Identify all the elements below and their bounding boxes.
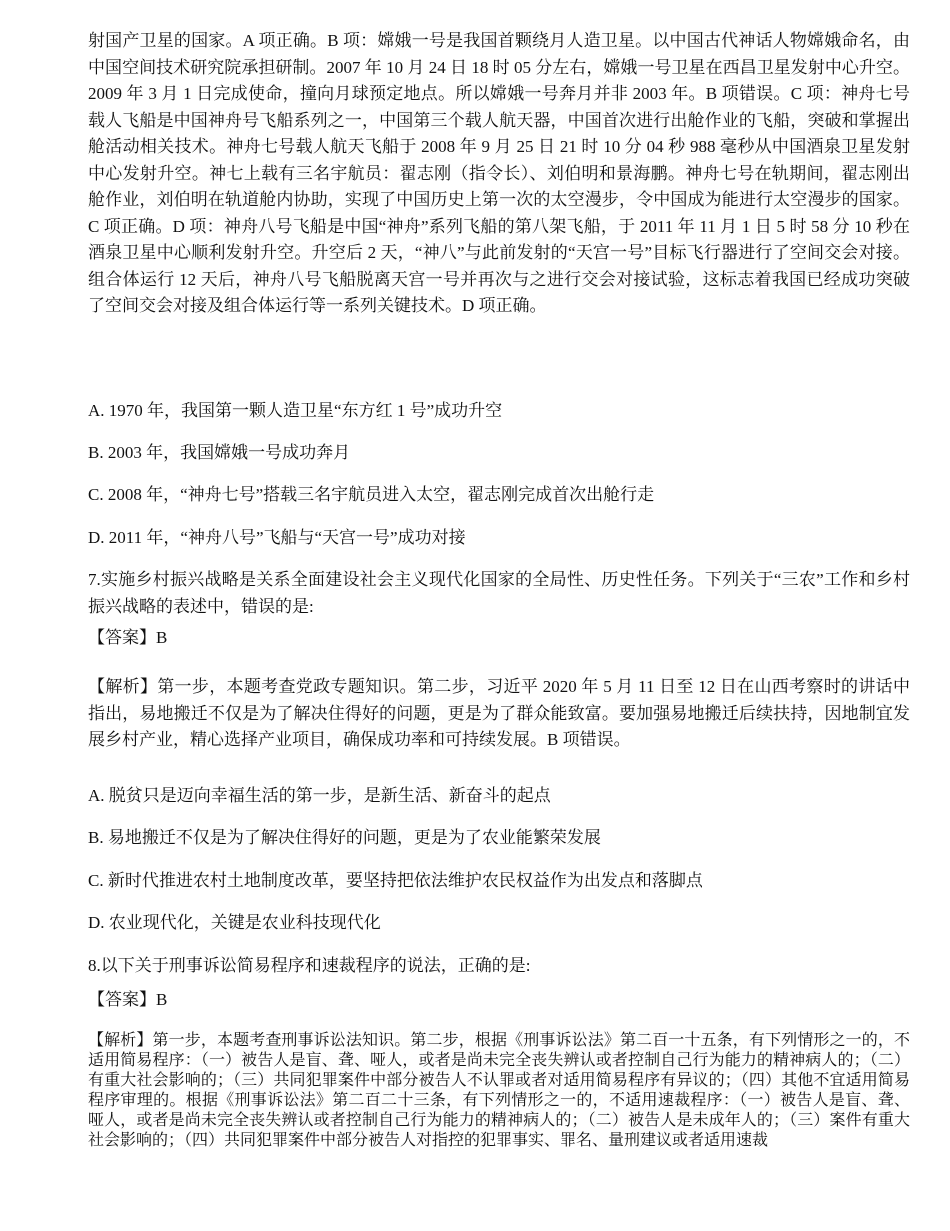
q7-analysis: 【解析】第一步，本题考查党政专题知识。第二步，习近平 2020 年 5 月 11 日至 12 日在山西考察时的讲话中指出，易地搬迁不仅是为了解决住得好的问题，更是为了群众能致富。要加强易地搬迁后续扶持，因地制宜发展乡村产业，精心选择产业项目，确保成功率和可持续发展。B 项错误。: [88, 677, 910, 749]
q6-analysis-continuation: 射国产卫星的国家。A 项正确。B 项：嫦娥一号是我国首颗绕月人造卫星。以中国古代神话人物嫦娥命名，由中国空间技术研究院承担研制。2007 年 10 月 24 日 18 时 05 分左右，嫦娥一号卫星在西昌卫星发射中心升空。2009 年 3 月 1 日完成使命，撞向月球预定地点。所以嫦娥一号奔月并非 2003 年。B 项错误。C 项：神舟七号载人飞船是中国神舟号飞船系列之一，中国第三个载人航天器，中国首次进行出舱作业的飞船，突破和掌握出舱活动相关技术。神舟七号载人航天飞船于 2008 年 9 月 25 日 21 时 10 分 04 秒 988 毫秒从中国酒泉卫星发射中心发射升空。神七上载有三名宇航员：翟志刚（指令长）、刘伯明和景海鹏。神舟七号在轨期间，翟志刚出舱作业，刘伯明在轨道舱内协助，实现了中国历史上第一次的太空漫步，令中国成为能进行太空漫步的国家。C 项正确。D 项：神舟八号飞船是中国“神舟”系列飞船的第八架飞船，于 2011 年 11 月 1 日 5 时 58 分 10 秒在酒泉卫星中心顺利发射升空。升空后 2 天，“神八”与此前发射的“天宫一号”目标飞行器进行了空间交会对接。组合体运行 12 天后，神舟八号飞船脱离天宫一号并再次与之进行交会对接试验，这标志着我国已经成功突破了空间交会对接及组合体运行等一系列关键技术。D 项正确。: [88, 31, 910, 315]
q7-option-a: A. 脱贫只是迈向幸福生活的第一步，是新生活、新奋斗的起点: [88, 786, 551, 805]
q6-option-d: D. 2011 年，“神舟八号”飞船与“天宫一号”成功对接: [88, 528, 466, 547]
q7-option-c: C. 新时代推进农村土地制度改革，要坚持把依法维护农民权益作为出发点和落脚点: [88, 871, 703, 890]
q6-option-c: C. 2008 年，“神舟七号”搭载三名宇航员进入太空，翟志刚完成首次出舱行走: [88, 485, 655, 504]
q6-option-b: B. 2003 年，我国嫦娥一号成功奔月: [88, 443, 351, 462]
q8-answer: 【答案】B: [88, 990, 168, 1009]
q6-option-a: A. 1970 年，我国第一颗人造卫星“东方红 1 号”成功升空: [88, 401, 503, 420]
q8-analysis: 【解析】第一步，本题考查刑事诉讼法知识。第二步，根据《刑事诉讼法》第二百一十五条，有下列情形之一的，不适用简易程序：（一）被告人是盲、聋、哑人，或者是尚未完全丧失辨认或者控制自己行为能力的精神病人的；（二）有重大社会影响的；（三）共同犯罪案件中部分被告人不认罪或者对适用简易程序有异议的；（四）其他不宜适用简易程序审理的。根据《刑事诉讼法》第二百二十三条，有下列情形之一的，不适用速裁程序：（一）被告人是盲、聋、哑人，或者是尚未完全丧失辨认或者控制自己行为能力的精神病人的；（二）被告人是未成年人的；（三）案件有重大社会影响的；（四）共同犯罪案件中部分被告人对指控的犯罪事实、罪名、量刑建议或者适用速裁: [88, 1032, 910, 1149]
q7-question: 7.实施乡村振兴战略是关系全面建设社会主义现代化国家的全局性、历史性任务。下列关于“三农”工作和乡村振兴战略的表述中，错误的是:: [88, 570, 910, 616]
q8-question: 8.以下关于刑事诉讼简易程序和速裁程序的说法，正确的是:: [88, 956, 531, 975]
q7-answer: 【答案】B: [88, 628, 168, 647]
q7-option-d: D. 农业现代化，关键是农业科技现代化: [88, 913, 381, 932]
q7-option-b: B. 易地搬迁不仅是为了解决住得好的问题，更是为了农业能繁荣发展: [88, 828, 601, 847]
